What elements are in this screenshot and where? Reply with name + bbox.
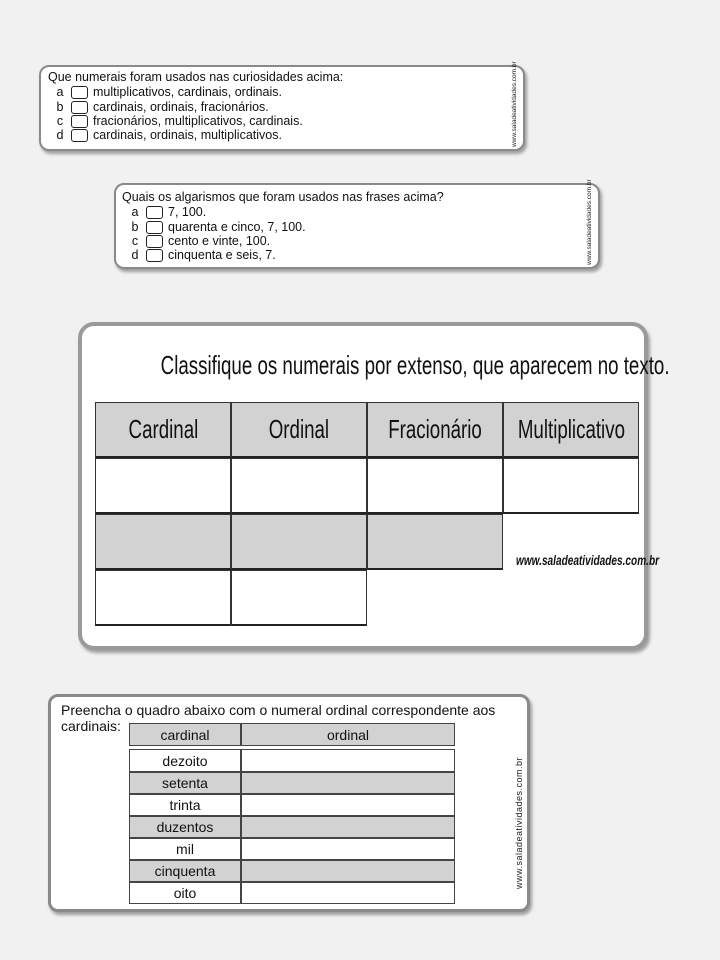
watermark: www.saladeatividades.com.br <box>586 179 593 265</box>
quiz-2-option-c[interactable]: c cento e vinte, 100. <box>131 234 271 248</box>
checkbox[interactable] <box>71 129 88 142</box>
classify-title: Classifique os numerais por extenso, que aparecem no texto. <box>160 350 670 380</box>
checkbox[interactable] <box>71 115 88 128</box>
quiz-1-option-b[interactable]: b cardinais, ordinais, fracionários. <box>56 100 269 114</box>
header-ordinal: ordinal <box>241 723 455 746</box>
ordinal-title: Preencha o quadro abaixo com o numeral ordinal correspondente aos cardinais: <box>61 702 496 734</box>
ordinal-card <box>48 694 530 912</box>
quiz-1-question: Que numerais foram usados nas curiosidades acima: <box>48 70 344 84</box>
classify-cell[interactable] <box>367 514 503 570</box>
cardinal-cell: duzentos <box>129 816 241 838</box>
ordinal-input-cell[interactable] <box>241 882 455 904</box>
header-cardinal: cardinal <box>129 723 241 746</box>
classify-cell[interactable] <box>367 458 503 514</box>
ordinal-input-cell[interactable] <box>241 749 455 772</box>
classify-cell[interactable] <box>503 458 639 514</box>
quiz-2-option-b[interactable]: b quarenta e cinco, 7, 100. <box>131 220 306 234</box>
checkbox[interactable] <box>71 86 88 99</box>
classify-cell[interactable] <box>231 570 367 626</box>
quiz-1-option-d[interactable]: d cardinais, ordinais, multiplicativos. <box>56 128 282 142</box>
classify-cell[interactable] <box>95 570 231 626</box>
checkbox[interactable] <box>146 206 163 219</box>
cardinal-cell: trinta <box>129 794 241 816</box>
checkbox[interactable] <box>71 101 88 114</box>
header-fracionario: Fracionário <box>367 402 503 458</box>
quiz-2-question: Quais os algarismos que foram usados nas frases acima? <box>122 190 444 204</box>
checkbox[interactable] <box>146 221 163 234</box>
cardinal-cell: dezoito <box>129 749 241 772</box>
checkbox[interactable] <box>146 235 163 248</box>
quiz-card-1 <box>39 61 525 151</box>
quiz-2-option-a[interactable]: a 7, 100. <box>131 205 207 219</box>
cardinal-cell: mil <box>129 838 241 860</box>
cardinal-cell: setenta <box>129 772 241 794</box>
header-cardinal: Cardinal <box>95 402 231 458</box>
watermark: www.saladeatividades.com.br <box>511 61 518 147</box>
header-multiplicativo: Multiplicativo <box>503 402 639 458</box>
cardinal-cell: cinquenta <box>129 860 241 882</box>
ordinal-input-cell[interactable] <box>241 772 455 794</box>
ordinal-input-cell[interactable] <box>241 794 455 816</box>
quiz-1-option-c[interactable]: c fracionários, multiplicativos, cardinais. <box>56 114 303 128</box>
watermark: www.saladeatividades.com.br <box>514 756 524 889</box>
classify-cell[interactable] <box>95 514 231 570</box>
classify-cell[interactable] <box>95 458 231 514</box>
quiz-1-option-a[interactable]: a multiplicativos, cardinais, ordinais. <box>56 85 282 99</box>
header-ordinal: Ordinal <box>231 402 367 458</box>
quiz-card-2 <box>114 179 600 269</box>
classify-cell[interactable] <box>231 458 367 514</box>
quiz-2-option-d[interactable]: d cinquenta e seis, 7. <box>131 248 276 262</box>
classify-cell[interactable] <box>231 514 367 570</box>
site-url: www.saladeatividades.com.br <box>516 552 660 568</box>
ordinal-input-cell[interactable] <box>241 838 455 860</box>
cardinal-cell: oito <box>129 882 241 904</box>
checkbox[interactable] <box>146 249 163 262</box>
classify-card <box>78 322 670 650</box>
ordinal-input-cell[interactable] <box>241 860 455 882</box>
ordinal-input-cell[interactable] <box>241 816 455 838</box>
